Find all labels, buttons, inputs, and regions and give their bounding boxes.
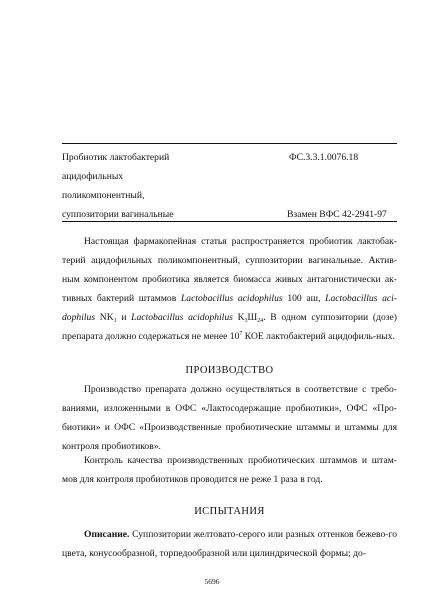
species-name: Lactobacillus acidophilus xyxy=(180,292,283,304)
title-line: Пробиотик лактобактерий xyxy=(62,152,170,163)
production-paragraph: Производство препарата должно осуществляться в соответствие с требо-ваниями, изложенными в ОФС «Лактосодержащие пробиотики», ОФС «Про-биотики» и ОФС «Производственные пробиотические штаммы и штаммы для контроля пробиотиков». xyxy=(62,384,397,452)
section-heading-production: ПРОИЗВОДСТВО xyxy=(185,365,274,376)
quality-control-paragraph: Контроль качества производственных пробиотических штаммов и штам-мов для контроля пробиотиков проводится не реже 1 раза в год. xyxy=(62,455,397,485)
description-label: Описание. xyxy=(84,529,130,540)
intro-text: Настоящая фармакопейная статья распространяется пробиотик лактобак- терий ацидофильных поликомпонентный, суппозитории вагинальные. Актив- ным компонентом пробиотика является биомасса живых антагонистически ак- тивных бактерий штаммов Lactobacillus acidophilus 100 аш, Lactobacillus aci-dophilus $NK_1$ и Lactobacillus acidophilus $K_3Ш_{24}$. В одном суппозитории (дозе) препарата должно содержаться не менее $10^7$ КОЕ лактобактерий ацидофиль-ных. xyxy=(62,236,397,342)
description-paragraph: Описание. Суппозитории желтовато-серого или разных оттенков бежево-го цвета, конусообразной, торпедообразной или цилиндрической формы; до- xyxy=(62,529,397,559)
monograph-title xyxy=(62,148,252,224)
title-line: поликомпонентный, xyxy=(62,190,145,201)
monograph-code: ФС.3.3.1.0076.18 xyxy=(289,152,359,163)
species-name: Lactobacillus aci-dophilus xyxy=(62,292,397,323)
header-rule-top xyxy=(62,143,397,144)
page-number: 5696 xyxy=(204,577,220,586)
header-rule-bottom xyxy=(62,221,397,222)
section-heading-tests: ИСПЫТАНИЯ xyxy=(194,506,265,517)
title-line: ацидофильных xyxy=(62,171,124,182)
intro-paragraph xyxy=(62,233,397,346)
title-line: суппозитории вагинальные xyxy=(62,209,174,220)
species-name: Lactobacillus acidophilus xyxy=(131,311,233,323)
replaces-note: Взамен ВФС 42-2941-97 xyxy=(287,209,387,220)
